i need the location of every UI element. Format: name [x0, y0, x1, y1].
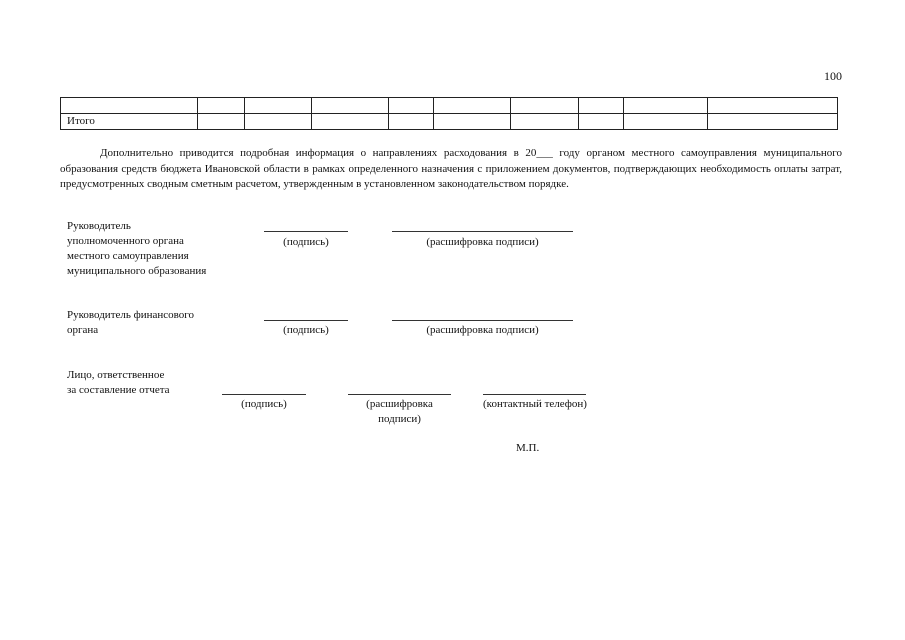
table-cell	[511, 98, 579, 114]
table-cell	[245, 98, 312, 114]
table-cell	[708, 98, 838, 114]
label-line: муниципального образования	[67, 265, 207, 277]
signature-line	[264, 231, 348, 232]
table-cell	[579, 114, 624, 130]
table-cell	[624, 98, 708, 114]
table-cell	[579, 98, 624, 114]
head-local-title	[67, 219, 206, 279]
signature-decode-line	[348, 394, 451, 395]
explanatory-paragraph: Дополнительно приводится подробная информация о направлениях расходования в 20___ году органом местного самоуправления муниципального образования средств бюджета Ивановской области в рамках определенного назначения с приложением документов, подтверждающих необходимость оплаты затрат, предусмотренных сводным сметным расчетом, утвержденным в установленном законодательством порядке.	[60, 147, 842, 190]
table-cell	[61, 98, 198, 114]
signature-decode-line	[392, 320, 573, 321]
table-cell	[312, 114, 389, 130]
label-line: Руководитель финансового	[67, 309, 195, 321]
phone-line	[483, 394, 586, 395]
signature-caption: (подпись)	[283, 324, 329, 336]
table-row	[61, 98, 838, 114]
table-cell	[434, 98, 511, 114]
signature-caption: (подпись)	[283, 236, 329, 248]
head-finance-title	[67, 308, 194, 338]
table-cell	[708, 114, 838, 130]
table-cell	[389, 114, 434, 130]
table-row-total	[61, 114, 838, 130]
label-line: за составление отчета	[67, 384, 170, 396]
table-cell	[434, 114, 511, 130]
table-cell	[511, 114, 579, 130]
signature-decode-caption: (расшифровка подписи)	[366, 398, 433, 425]
table-cell	[624, 114, 708, 130]
table-cell	[198, 114, 245, 130]
table-cell	[389, 98, 434, 114]
signature-line	[264, 320, 348, 321]
table-cell	[245, 114, 312, 130]
label-line: Лицо, ответственное	[67, 369, 165, 381]
signature-decode-caption: (расшифровка подписи)	[426, 324, 539, 336]
signature-decode-line	[392, 231, 573, 232]
label-line: уполномоченного органа	[67, 235, 184, 247]
responsible-title	[67, 368, 170, 398]
summary-table	[60, 97, 838, 130]
page-number: 100	[824, 69, 842, 83]
table-cell	[198, 98, 245, 114]
signature-caption: (подпись)	[241, 398, 287, 410]
label-line: Руководитель	[67, 220, 131, 232]
stamp-place: М.П.	[516, 442, 540, 454]
signature-decode-caption: (расшифровка подписи)	[426, 236, 539, 248]
signature-line	[222, 394, 306, 395]
total-label: Итого	[61, 114, 198, 130]
table-cell	[312, 98, 389, 114]
label-line: местного самоуправления	[67, 250, 189, 262]
phone-caption: (контактный телефон)	[483, 398, 587, 410]
label-line: органа	[67, 324, 99, 336]
